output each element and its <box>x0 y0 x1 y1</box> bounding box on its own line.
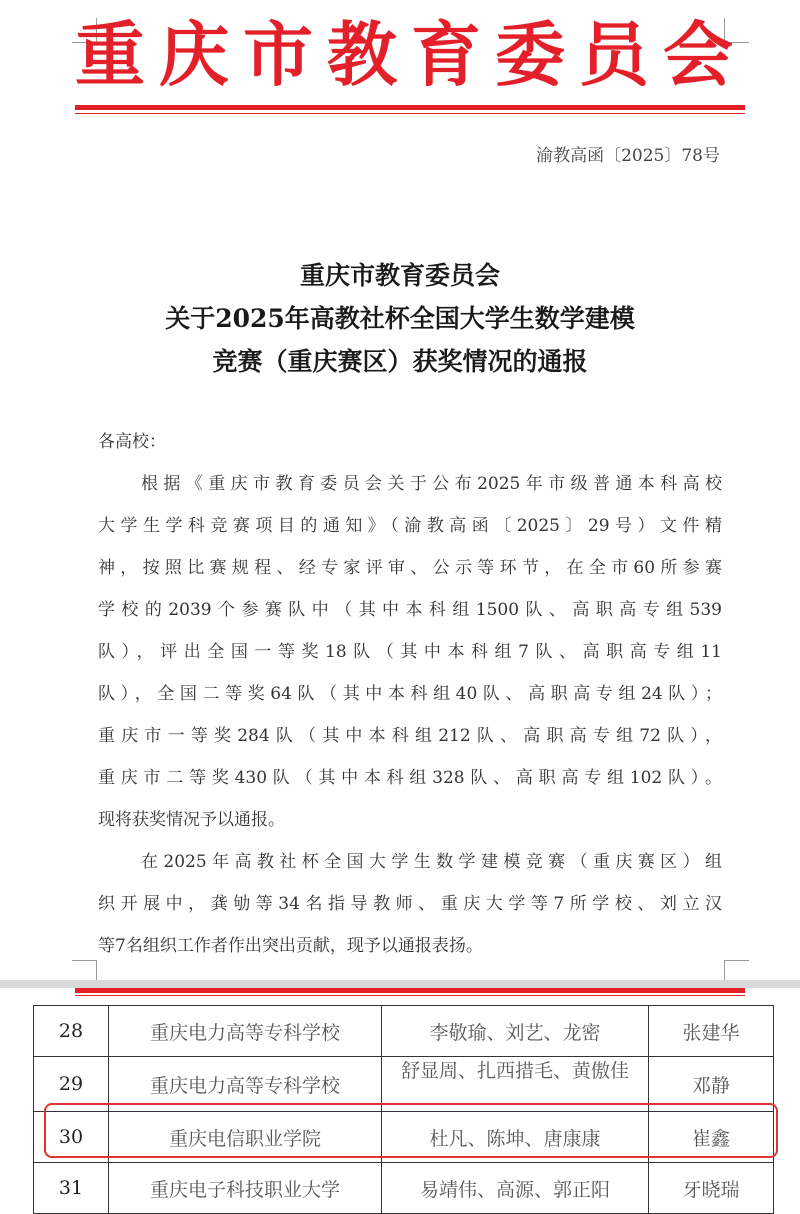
body-line: 织开展中，龚劬等34名指导教师、重庆大学等7所学校、刘立汉 <box>98 894 722 914</box>
masthead-red-rule <box>75 105 745 110</box>
body-line: 等7名组织工作者作出突出贡献，现予以通报表扬。 <box>98 936 483 956</box>
body-line: 现将获奖情况予以通报。 <box>98 810 285 830</box>
body-line: 学校的2039个参赛队中（其中本科组1500队、高职高专组539 <box>98 600 722 620</box>
page-red-rule <box>75 988 745 993</box>
body-line: 在2025年高教社杯全国大学生数学建模竞赛（重庆赛区）组 <box>141 852 722 872</box>
members-cell: 李敬瑜、刘艺、龙密 <box>382 1006 649 1057</box>
members-cell: 杜凡、陈坤、唐康康 <box>382 1112 649 1163</box>
members-text: 舒显周、扎西措毛、黄傲佳 <box>400 1059 629 1082</box>
page-separator <box>0 980 800 988</box>
school-cell: 重庆电力高等专科学校 <box>109 1057 382 1112</box>
advisor-cell: 邓静 <box>649 1057 774 1112</box>
award-table <box>33 1005 774 1214</box>
document-number: 渝教高函〔2025〕78号 <box>536 146 720 166</box>
school-cell: 重庆电子科技职业大学 <box>109 1163 382 1214</box>
body-line: 神，按照比赛规程、经专家评审、公示等环节，在全市60所参赛 <box>98 558 722 578</box>
school-cell: 重庆电信职业学院 <box>109 1112 382 1163</box>
document-page-2 <box>0 988 800 1203</box>
page-red-rule-thin <box>75 995 745 996</box>
body-line: 根据《重庆市教育委员会关于公布2025年市级普通本科高校 <box>141 474 722 494</box>
masthead-red-rule-thin <box>75 113 745 114</box>
title-line-3: 竞赛（重庆赛区）获奖情况的通报 <box>212 347 588 376</box>
body-line: 队），全国二等奖64队（其中本科组40队、高职高专组24队）； <box>98 684 722 704</box>
advisor-cell: 张建华 <box>649 1006 774 1057</box>
table-row-highlighted <box>34 1112 774 1163</box>
members-cell: 易靖伟、高源、郭正阳 <box>382 1163 649 1214</box>
row-number: 31 <box>34 1163 109 1214</box>
body-line: 队），评出全国一等奖18队（其中本科组7队、高职高专组11 <box>98 642 722 662</box>
table-row <box>34 1057 774 1112</box>
school-cell: 重庆电力高等专科学校 <box>109 1006 382 1057</box>
row-number: 29 <box>34 1057 109 1112</box>
row-number: 30 <box>34 1112 109 1163</box>
salutation: 各高校： <box>98 432 166 452</box>
masthead: 重庆市教育委员会 <box>75 13 747 96</box>
advisor-cell: 崔鑫 <box>649 1112 774 1163</box>
table-row <box>34 1006 774 1057</box>
body-line: 重庆市一等奖284队（其中本科组212队、高职高专组72队）， <box>98 726 722 746</box>
body-line: 大学生学科竞赛项目的通知》（渝教高函〔2025〕29号）文件精 <box>98 516 722 536</box>
advisor-cell: 牙晓瑞 <box>649 1163 774 1214</box>
title-line-1: 重庆市教育委员会 <box>299 261 500 290</box>
row-number: 28 <box>34 1006 109 1057</box>
members-cell <box>382 1057 649 1112</box>
table-row <box>34 1163 774 1214</box>
title-line-2: 关于2025年高教社杯全国大学生数学建模 <box>165 304 635 333</box>
body-line: 重庆市二等奖430队（其中本科组328队、高职高专组102队）。 <box>98 768 722 788</box>
